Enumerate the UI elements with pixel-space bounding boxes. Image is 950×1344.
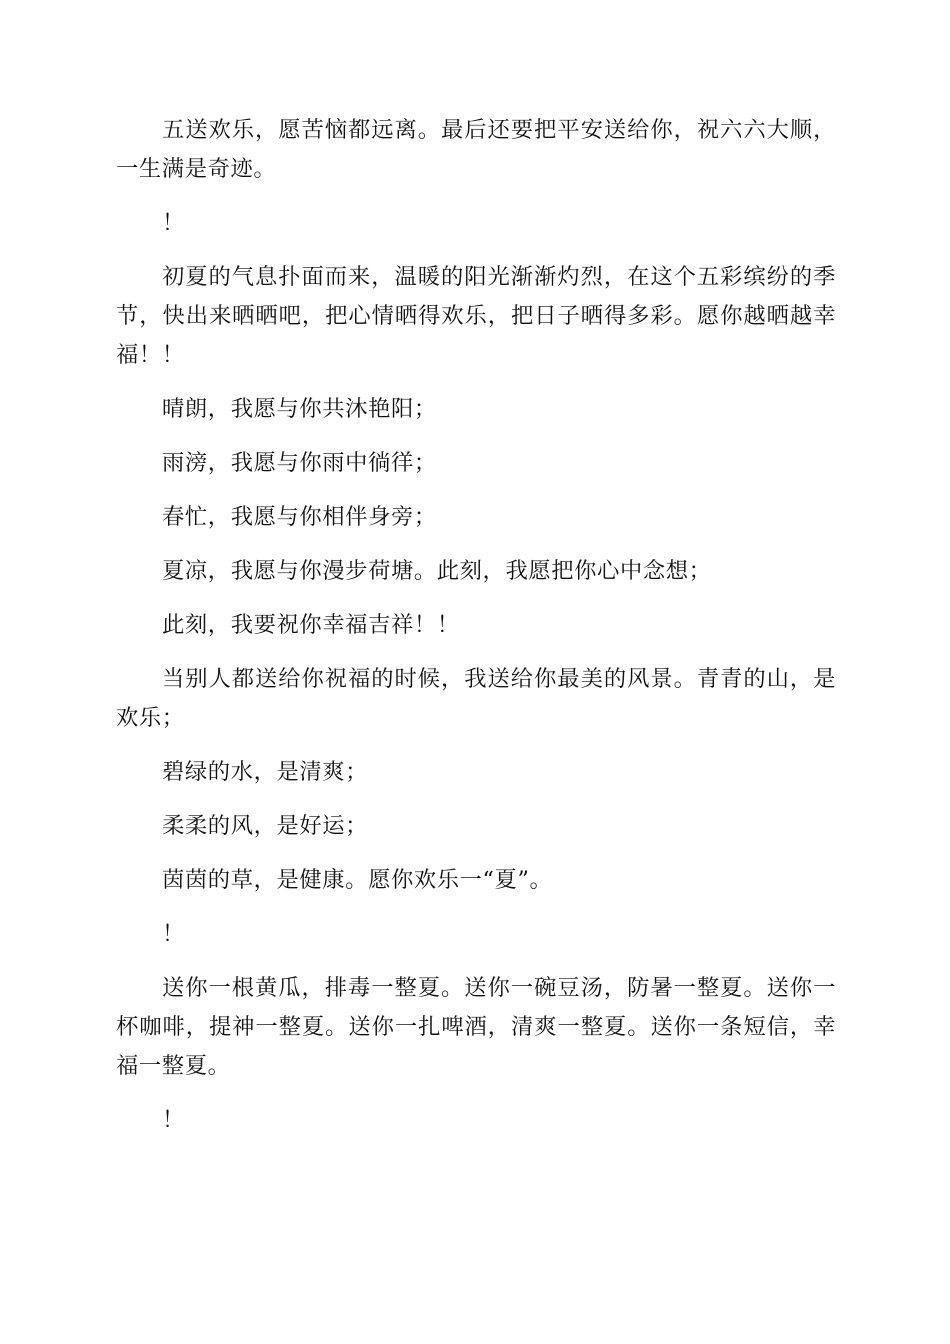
document-body: [116, 111, 836, 1155]
paragraph-10: 碧绿的水，是清爽；: [162, 759, 369, 785]
paragraph-3: 初夏的气息扑面而来，温暖的阳光渐渐灼烈，在这个五彩缤纷的季节，快出来晒晒吧，把心情晒得欢乐，把日子晒得多彩。愿你越晒越幸福！！: [116, 264, 836, 368]
paragraph-7: 夏凉，我愿与你漫步荷塘。此刻，我愿把你心中念想；: [162, 558, 712, 584]
paragraph-14: 送你一根黄瓜，排毒一整夏。送你一碗豆汤，防暑一整夏。送你一杯咖啡，提神一整夏。送你一扎啤酒，清爽一整夏。送你一条短信，幸福一整夏。: [116, 975, 836, 1079]
paragraph-1: 五送欢乐，愿苦恼都远离。最后还要把平安送给你，祝六六大顺，一生满是奇迹。: [116, 117, 836, 182]
paragraph-4: 晴朗，我愿与你共沐艳阳；: [162, 396, 437, 422]
paragraph-6: 春忙，我愿与你相伴身旁；: [162, 504, 437, 530]
paragraph-13: ！: [162, 921, 185, 947]
paragraph-8: 此刻，我要祝你幸福吉祥！！: [162, 612, 460, 638]
paragraph-9: 当别人都送给你祝福的时候，我送给你最美的风景。青青的山，是欢乐；: [116, 666, 836, 731]
paragraph-12: 茵茵的草，是健康。愿你欢乐一“夏”。: [162, 867, 553, 893]
paragraph-2: ！: [162, 210, 185, 236]
paragraph-15: ！: [162, 1107, 185, 1133]
paragraph-11: 柔柔的风，是好运；: [162, 813, 369, 839]
paragraph-5: 雨滂，我愿与你雨中徜徉；: [162, 450, 437, 476]
